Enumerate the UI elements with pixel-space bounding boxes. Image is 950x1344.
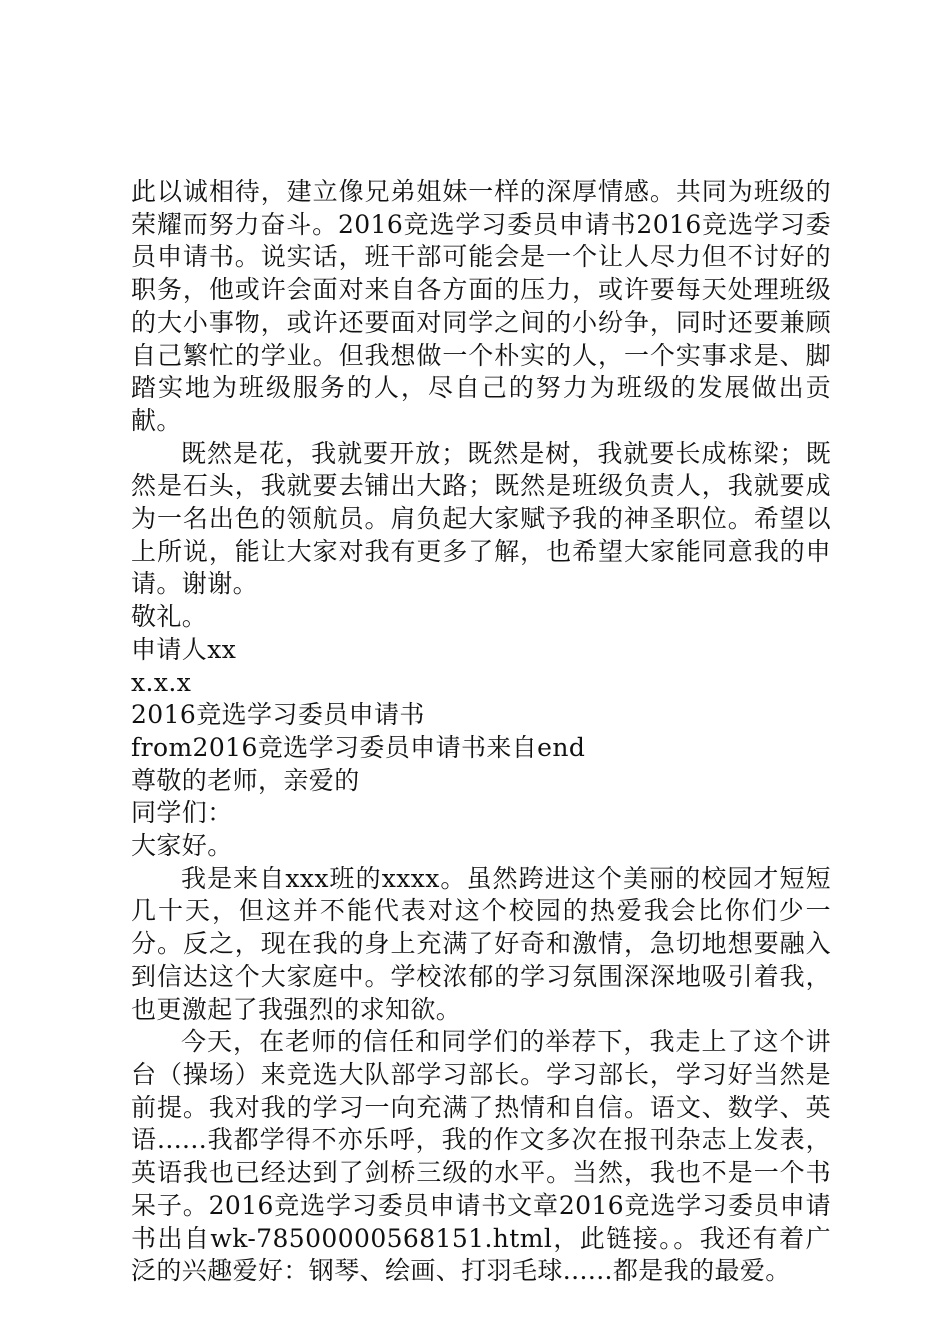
greeting-students-line: 同学们： (131, 798, 233, 828)
document-body (131, 176, 831, 1288)
paragraph-campaign: 今天，在老师的信任和同学们的举荐下，我走上了这个讲台（操场）来竞选大队部学习部长。学习部长，学习好当然是前提。我对我的学习一向充满了热情和自信。语文、数学、英语......我都学得不亦乐呼，我的作文多次在报刊杂志上发表，英语我也已经达到了剑桥三级的水平。当然，我也不是一个书呆子。2016竞选学习委员申请书文章2016竞选学习委员申请书出自wk-78500000568151.html，此链接。。我还有着广泛的兴趣爱好：钢琴、绘画、打羽毛球......都是我的最爱。 (131, 1027, 831, 1286)
paragraph-class-honor: 此以诚相待，建立像兄弟姐妹一样的深厚情感。共同为班级的荣耀而努力奋斗。2016竞选学习委员申请书2016竞选学习委员申请书。说实话，班干部可能会是一个让人尽力但不讨好的职务，他或许会面对来自各方面的压力，或许要每天处理班级的大小事物，或许还要面对同学之间的小纷争，同时还要兼顾自己繁忙的学业。但我想做一个朴实的人，一个实事求是、脚踏实地为班级服务的人，尽自己的努力为班级的发展做出贡献。 (131, 177, 831, 435)
paragraph-introduction: 我是来自xxx班的xxxx。虽然跨进这个美丽的校园才短短几十天，但这并不能代表对这个校园的热爱我会比你们少一分。反之，现在我的身上充满了好奇和激情，急切地想要融入到信达这个大家庭中。学校浓郁的学习氛围深深地吸引着我，也更激起了我强烈的求知欲。 (131, 863, 831, 1024)
date-line: x.x.x (131, 667, 192, 697)
doc-title-line: 2016竞选学习委员申请书 (131, 700, 425, 730)
source-line: from2016竞选学习委员申请书来自end (131, 732, 586, 762)
paragraph-flower-tree: 既然是花，我就要开放；既然是树，我就要长成栋梁；既然是石头，我就要去铺出大路；既然是班级负责人，我就要成为一名出色的领航员。肩负起大家赋予我的神圣职位。希望以上所说，能让大家对我有更多了解，也希望大家能同意我的申请。谢谢。 (131, 438, 831, 599)
greeting-teacher-line: 尊敬的老师，亲爱的 (131, 765, 360, 795)
salute-line: 敬礼。 (131, 602, 208, 632)
hello-line: 大家好。 (131, 831, 233, 861)
applicant-line: 申请人xx (131, 634, 237, 664)
